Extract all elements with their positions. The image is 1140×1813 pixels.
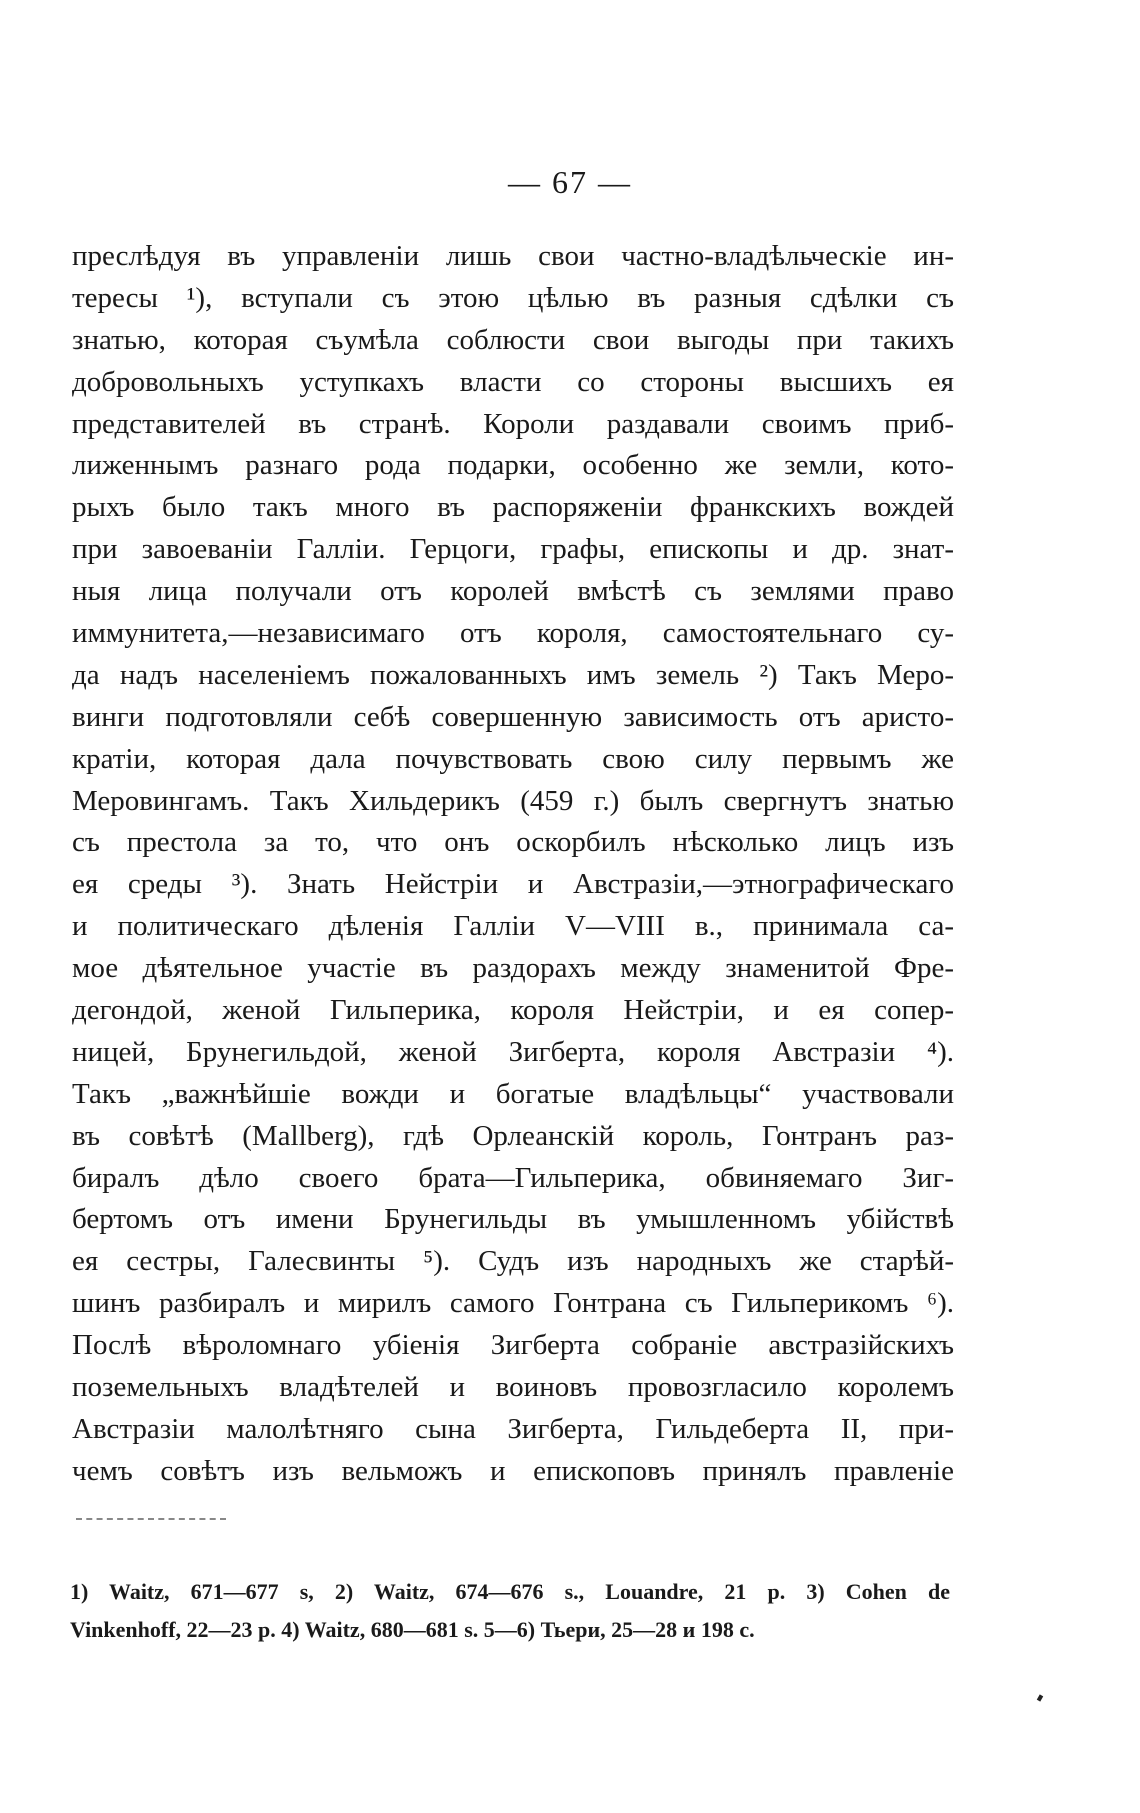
- text-line: Меровингамъ. Такъ Хильдерикъ (459 г.) былъ свергнутъ знатью: [72, 784, 954, 817]
- text-line: рыхъ было такъ много въ распоряженіи франкскихъ вождей: [72, 491, 954, 524]
- text-line: добровольныхъ уступкахъ власти со стороны высшихъ ея: [72, 365, 954, 398]
- text-line: дегондой, женой Гильперика, короля Нейстріи, и ея сопер-: [72, 994, 954, 1027]
- text-line: иммунитета,—независимаго отъ короля, самостоятельнаго су-: [72, 617, 954, 650]
- text-line: ея сестры, Галесвинты ⁵). Судъ изъ народныхъ же старѣй-: [72, 1245, 954, 1278]
- text-line: и политическаго дѣленія Галліи V—VIII в., принимала са-: [72, 910, 954, 943]
- text-line: съ престола за то, что онъ оскорбилъ нѣсколько лицъ изъ: [72, 826, 954, 859]
- text-line: бертомъ отъ имени Брунегильды въ умышленномъ убійствѣ: [72, 1203, 954, 1236]
- text-line: тересы ¹), вступали съ этою цѣлью въ разныя сдѣлки съ: [72, 281, 954, 314]
- text-line: мое дѣятельное участіе въ раздорахъ между знаменитой Фре-: [72, 952, 954, 985]
- text-line: знатью, которая съумѣла соблюсти свои выгоды при такихъ: [72, 323, 954, 356]
- text-line: Такъ „важнѣйшіе вожди и богатые владѣльцы“ участвовали: [72, 1077, 954, 1110]
- text-line: Послѣ вѣроломнаго убіенія Зигберта собраніе австразійскихъ: [72, 1329, 954, 1362]
- print-speck: [1037, 1694, 1043, 1701]
- footnote-divider: [76, 1518, 226, 1520]
- footnote-line: Vinkenhoff, 22—23 p. 4) Waitz, 680—681 s. 5—6) Тьери, 25—28 и 198 с.: [70, 1617, 755, 1642]
- text-line: представителей въ странѣ. Короли раздавали своимъ приб-: [72, 407, 954, 440]
- footnotes: [70, 1573, 950, 1649]
- text-line: чемъ совѣтъ изъ вельможъ и епископовъ принялъ правленіе: [72, 1454, 954, 1487]
- page-number: — 67 —: [508, 164, 632, 200]
- text-line: биралъ дѣло своего брата—Гильперика, обвиняемаго Зиг-: [72, 1161, 954, 1194]
- text-line: при завоеваніи Галліи. Герцоги, графы, епископы и др. знат-: [72, 533, 954, 566]
- text-line: въ совѣтѣ (Mallberg), гдѣ Орлеанскій король, Гонтранъ раз-: [72, 1119, 954, 1152]
- text-line: ницей, Брунегильдой, женой Зигберта, короля Австразіи ⁴).: [72, 1035, 954, 1068]
- text-line: ея среды ³). Знать Нейстріи и Австразіи,—этнографическаго: [72, 868, 954, 901]
- text-line: ныя лица получали отъ королей вмѣстѣ съ землями право: [72, 575, 954, 608]
- text-line: Австразіи малолѣтняго сына Зигберта, Гильдеберта II, при-: [72, 1412, 954, 1445]
- text-line: лиженнымъ разнаго рода подарки, особенно же земли, кото-: [72, 449, 954, 482]
- text-line: винги подготовляли себѣ совершенную зависимость отъ аристо-: [72, 700, 954, 733]
- text-line: поземельныхъ владѣтелей и воиновъ провозгласило королемъ: [72, 1371, 954, 1404]
- body-text: [72, 236, 954, 1493]
- text-line: да надъ населеніемъ пожалованныхъ имъ земель ²) Такъ Меро-: [72, 658, 954, 691]
- footnote-line: 1) Waitz, 671—677 s, 2) Waitz, 674—676 s., Louandre, 21 p. 3) Cohen de: [70, 1579, 950, 1604]
- text-line: шинъ разбиралъ и мирилъ самого Гонтрана съ Гильперикомъ ⁶).: [72, 1287, 954, 1320]
- text-line: кратіи, которая дала почувствовать свою силу первымъ же: [72, 742, 954, 775]
- text-line: преслѣдуя въ управленіи лишь свои частно-владѣльческіе ин-: [72, 240, 954, 272]
